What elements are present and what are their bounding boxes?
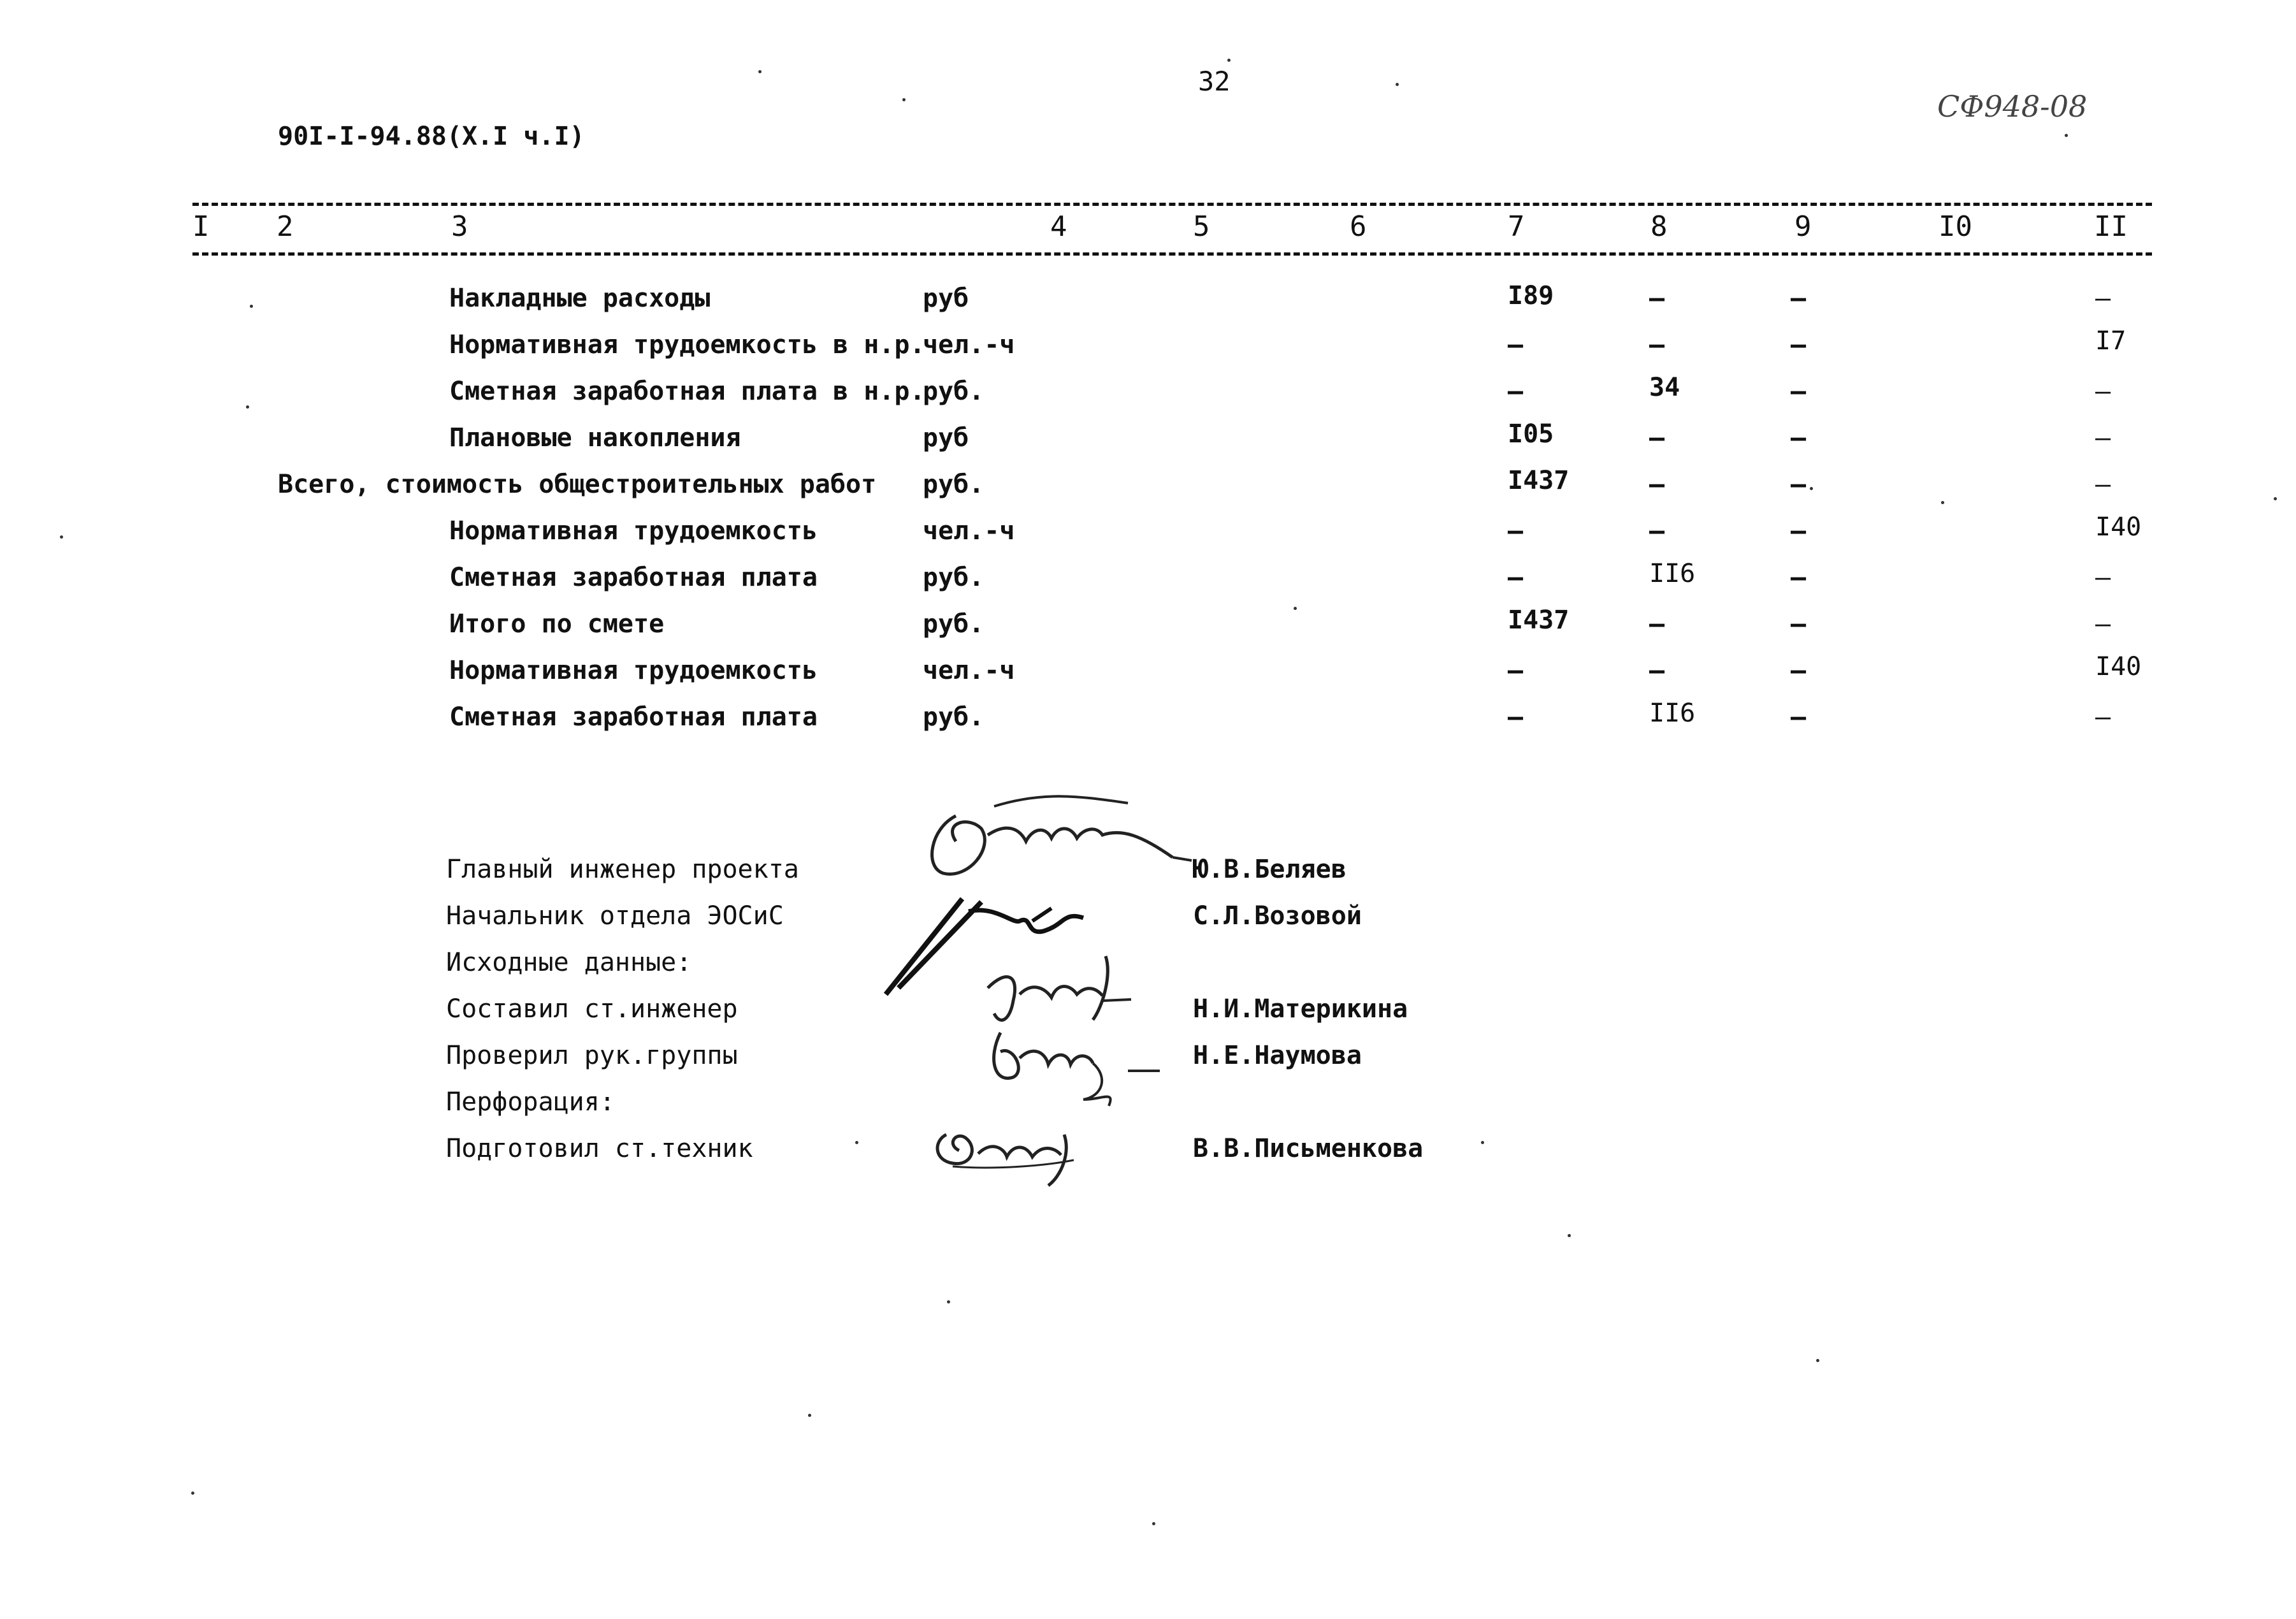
row-name: Всего, стоимость общестроительных работ <box>278 470 877 499</box>
page-number: 32 <box>1198 66 1231 97</box>
scan-speck <box>758 70 762 73</box>
column-header-7: 7 <box>1508 210 1525 243</box>
scan-speck <box>2274 497 2277 500</box>
row-col8: II6 <box>1649 699 1696 728</box>
row-col11: – <box>2095 563 2111 592</box>
signatory-role: Начальник отдела ЭОСиС <box>446 901 784 931</box>
row-unit: чел.-ч <box>923 330 1015 359</box>
row-unit: руб. <box>923 563 985 592</box>
row-unit: чел.-ч <box>923 656 1015 685</box>
row-unit: руб <box>923 284 969 313</box>
row-col8: – <box>1649 423 1665 453</box>
row-col11: – <box>2095 702 2111 732</box>
table-header-rule <box>192 252 2152 256</box>
row-col9: – <box>1791 330 1807 359</box>
row-unit: чел.-ч <box>923 516 1015 546</box>
row-col8: – <box>1649 656 1665 685</box>
row-col8: – <box>1649 330 1665 359</box>
scan-speck <box>1568 1234 1571 1237</box>
row-name: Сметная заработная плата в н.р. <box>449 377 925 406</box>
document-code: 90I-I-94.88(X.I ч.I) <box>278 122 585 151</box>
signatory-name: В.В.Письменкова <box>1193 1134 1424 1163</box>
column-header-4: 4 <box>1050 210 1067 243</box>
signatory-name: Ю.В.Беляев <box>1193 855 1347 884</box>
table-top-rule <box>192 203 2152 206</box>
row-col7: – <box>1508 563 1524 592</box>
archive-stamp: СФ948-08 <box>1937 89 2088 124</box>
column-header-5: 5 <box>1193 210 1210 243</box>
row-col7: I89 <box>1508 281 1554 310</box>
column-header-1: I <box>192 210 210 243</box>
scan-speck <box>1816 1359 1819 1362</box>
row-col8: – <box>1649 284 1665 313</box>
row-col9: – <box>1791 284 1807 313</box>
row-name: Итого по смете <box>449 609 665 639</box>
row-col7: – <box>1508 377 1524 406</box>
row-col9: – <box>1791 423 1807 453</box>
row-col9: – <box>1791 563 1807 592</box>
row-col11: – <box>2095 423 2111 453</box>
row-name: Нормативная трудоемкость <box>449 656 818 685</box>
signatory-role: Исходные данные: <box>446 948 692 977</box>
row-name: Накладные расходы <box>449 284 711 313</box>
signatory-role: Составил ст.инженер <box>446 994 738 1024</box>
row-col9: – <box>1791 656 1807 685</box>
scan-speck <box>1941 501 1944 504</box>
scan-speck <box>1294 607 1297 610</box>
row-name: Нормативная трудоемкость в н.р. <box>449 330 925 359</box>
signatory-name: Н.Е.Наумова <box>1193 1041 1362 1070</box>
scan-speck <box>808 1414 811 1417</box>
row-unit: руб. <box>923 377 985 406</box>
row-unit: руб. <box>923 702 985 732</box>
row-unit: руб. <box>923 609 985 639</box>
row-col7: I437 <box>1508 466 1570 495</box>
row-col7: – <box>1508 702 1524 732</box>
row-name: Плановые накопления <box>449 423 741 453</box>
row-col7: – <box>1508 516 1524 546</box>
column-header-2: 2 <box>277 210 294 243</box>
column-header-3: 3 <box>451 210 468 243</box>
row-col7: – <box>1508 330 1524 359</box>
scan-speck <box>855 1141 858 1144</box>
scan-speck <box>902 98 906 101</box>
column-header-10: I0 <box>1939 210 1972 243</box>
row-col11: – <box>2095 609 2111 639</box>
row-col11: – <box>2095 284 2111 313</box>
signatory-role: Подготовил ст.техник <box>446 1134 753 1163</box>
row-col9: – <box>1791 377 1807 406</box>
scan-speck <box>1152 1522 1155 1525</box>
row-col8: – <box>1649 470 1665 499</box>
row-col8: II6 <box>1649 559 1696 588</box>
scan-speck <box>1810 487 1813 490</box>
scan-speck <box>191 1492 194 1495</box>
column-header-6: 6 <box>1350 210 1367 243</box>
scan-speck <box>2065 134 2068 137</box>
scan-speck <box>1396 83 1399 86</box>
signatory-role: Проверил рук.группы <box>446 1041 738 1070</box>
row-col7: – <box>1508 656 1524 685</box>
row-col11: I40 <box>2095 652 2142 681</box>
scan-speck <box>947 1300 950 1303</box>
signatory-role: Главный инженер проекта <box>446 855 799 884</box>
row-col11: – <box>2095 377 2111 406</box>
signature-beliaev-icon <box>918 790 1198 892</box>
row-unit: руб <box>923 423 969 453</box>
signature-naumova-icon <box>975 1020 1166 1109</box>
row-col11: I7 <box>2095 326 2126 356</box>
scan-speck <box>60 535 63 539</box>
scan-speck <box>1227 59 1231 62</box>
row-col9: – <box>1791 516 1807 546</box>
row-name: Сметная заработная плата <box>449 702 818 732</box>
scan-speck <box>250 305 253 308</box>
row-col11: I40 <box>2095 512 2142 542</box>
signatory-role: Перфорация: <box>446 1087 615 1117</box>
row-name: Сметная заработная плата <box>449 563 818 592</box>
signatory-name: С.Л.Возовой <box>1193 901 1362 931</box>
row-col9: – <box>1791 470 1807 499</box>
scan-speck <box>246 405 249 409</box>
row-col8: – <box>1649 609 1665 639</box>
column-header-11: II <box>2094 210 2128 243</box>
scan-speck <box>1481 1141 1484 1144</box>
column-header-8: 8 <box>1650 210 1668 243</box>
row-name: Нормативная трудоемкость <box>449 516 818 546</box>
row-col9: – <box>1791 702 1807 732</box>
row-col8: 34 <box>1649 373 1680 402</box>
signature-pismenkova-icon <box>927 1122 1099 1192</box>
row-unit: руб. <box>923 470 985 499</box>
row-col7: I437 <box>1508 606 1570 635</box>
column-header-9: 9 <box>1794 210 1812 243</box>
signatory-name: Н.И.Материкина <box>1193 994 1408 1024</box>
row-col7: I05 <box>1508 419 1554 449</box>
row-col9: – <box>1791 609 1807 639</box>
row-col8: – <box>1649 516 1665 546</box>
row-col11: – <box>2095 470 2111 499</box>
